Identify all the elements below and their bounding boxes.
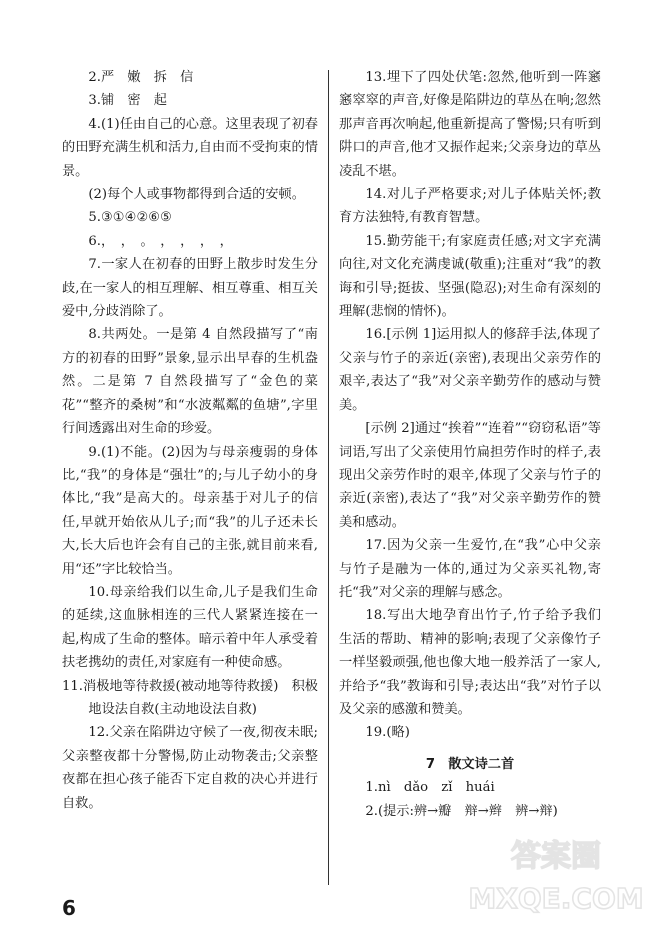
answer-paragraph: 2.严 嫩 拆 信 [88,70,194,85]
watermark-line2: MXQE.COM [468,882,644,915]
left-column [62,66,318,815]
answer-paragraph: 9.(1)不能。(2)因为与母亲瘦弱的身体比,“我”的身体是“强壮”的;与儿子幼小的身体比,“我”是高大的。母亲基于对儿子的信任,早就开始依从儿子;而“我”的儿子还未长大,长大后也许会有自己的主张,就目前来看,用“还”字比较恰当。 [62,444,318,577]
section-heading: 7 散文诗二首 [425,756,515,772]
answer-paragraph: 18.写出大地孕育出竹子,竹子给予我们生活的帮助、精神的影响;表现了父亲像竹子一样坚毅顽强,他也像大地一般养活了一家人,并给予“我”教诲和引导;表达出“我”对竹子以及父亲的感激和赞美。 [339,608,601,717]
answer-paragraph: 5.③①④②⑥⑤ [88,210,172,226]
answer-paragraph: 2.(提示:辨→瓣 辩→辫 辨→辩) [365,803,558,819]
answer-paragraph: 19.(略) [365,725,410,741]
answer-paragraph: 12.父亲在陷阱边守候了一夜,彻夜未眠;父亲整夜都十分警惕,防止动物袭击;父亲整夜都在担心孩子能否下定自救的决心并进行自救。 [62,725,318,811]
answer-paragraph: 6.， ， 。 ， ， ， ， [88,233,233,249]
page-number: 6 [62,896,76,920]
answer-paragraph: 16.[示例 1]运用拟人的修辞手法,体现了父亲与竹子的亲近(亲密),表现出父亲劳作的艰辛,表达了“我”对父亲辛勤劳作的感动与赞美。 [339,327,601,413]
right-column [339,66,601,823]
answer-paragraph: 7.一家人在初春的田野上散步时发生分歧,在一家人的相互理解、相互尊重、相互关爱中,分歧消除了。 [62,257,318,320]
answer-paragraph: 8.共两处。一是第 4 自然段描写了“南方的初春的田野”景象,显示出早春的生机盎然。二是第 7 自然段描写了“金色的菜花”“整齐的桑树”和“水波粼粼的鱼塘”,字里行间透露出对生命的珍爱。 [62,327,318,437]
answer-paragraph: 10.母亲给我们以生命,儿子是我们生命的延续,这血脉相连的三代人紧紧连接在一起,构成了生命的整体。暗示着中年人承受着扶老携幼的责任,对家庭有一种使命感。 [62,584,318,671]
watermark-line1: 答案圈 [511,839,601,874]
column-divider [328,70,329,885]
answer-paragraph: [示例 2]通过“挨着”“连着”“窃窃私语”等词语,写出了父亲使用竹扁担劳作时的样子,表现出父亲劳作时的艰辛,体现了父亲与竹子的亲近(亲密),表达了“我”对父亲辛勤劳作的赞美和感动。 [339,421,601,530]
answer-paragraph: 1.nì dǎo zǐ huái [365,780,495,796]
answer-paragraph: (2)每个人或事物都得到合适的安顿。 [88,187,305,203]
answer-paragraph: 11.消极地等待救援(被动地等待救援) 积极地设法自救(主动地设法自救) [62,678,318,717]
watermark-logo [468,826,644,918]
answer-paragraph: 3.铺 密 起 [88,93,167,109]
answer-paragraph: 17.因为父亲一生爱竹,在“我”心中父亲与竹子是融为一体的,通过为父亲买礼物,寄托“我”对父亲的理解与感念。 [339,538,601,600]
answer-paragraph: 13.埋下了四处伏笔:忽然,他听到一阵窸窸窣窣的声音,好像是陷阱边的草丛在响;忽然那声音再次响起,他重新提高了警惕;只有听到阱口的声音,他才又振作起来;父亲身边的草丛凌乱不堪。 [339,70,601,179]
answer-paragraph: 15.勤劳能干;有家庭责任感;对文字充满向往,对文化充满虔诚(敬重);注重对“我”的教诲和引导;挺拔、坚强(隐忍);对生命有深刻的理解(悲悯的情怀)。 [339,233,601,320]
section-answers [339,776,601,823]
right-answers [339,66,601,745]
answer-paragraph: 4.(1)任由自己的心意。这里表现了初春的田野充满生机和活力,自由而不受拘束的情景。 [62,116,318,179]
answer-paragraph: 14.对儿子严格要求;对儿子体贴关怀;教育方法独特,有教育智慧。 [339,187,601,226]
